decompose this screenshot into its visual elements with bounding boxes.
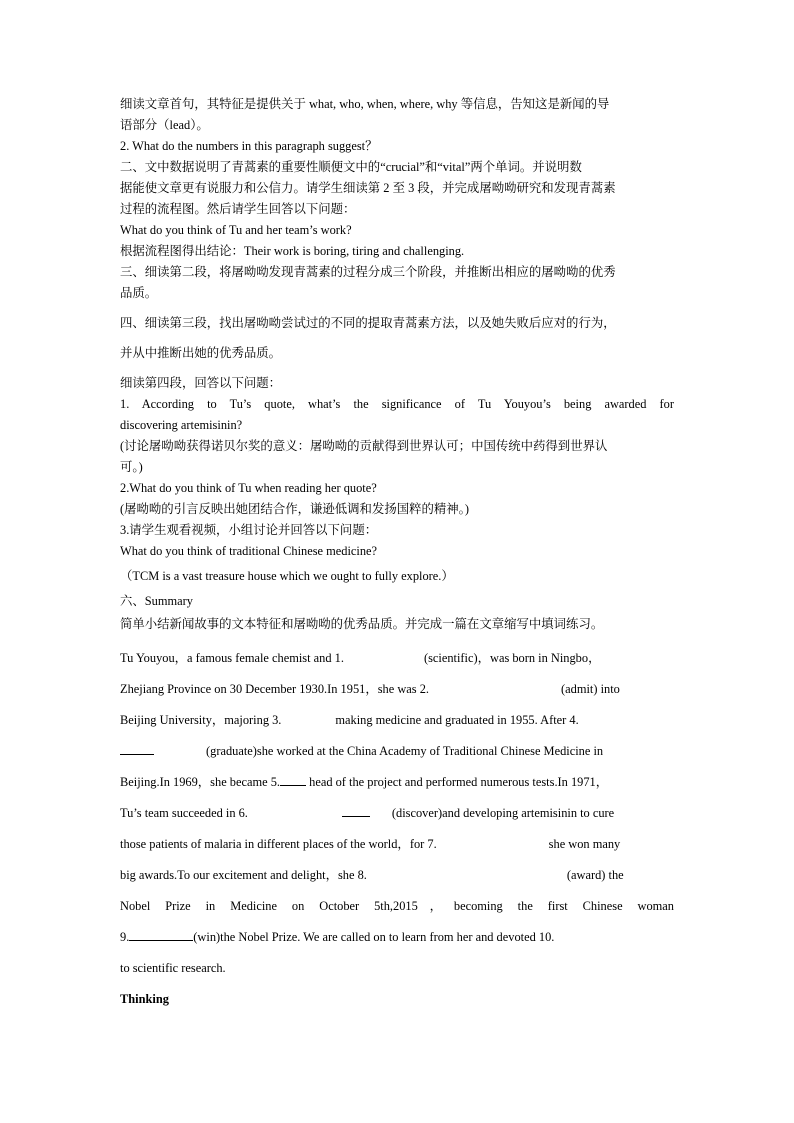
exercise-text: big awards.To our excitement and delight，she 8.: [120, 868, 367, 882]
text-line: 细读第四段，回答以下问题：: [120, 376, 282, 390]
exercise-line: to scientific research.: [120, 961, 226, 975]
fill-in-exercise: [120, 643, 674, 1015]
text-line: （TCM is a vast treasure house which we ought to fully explore.）: [120, 569, 454, 583]
exercise-line: [120, 736, 674, 767]
text-line: 并从中推断出她的优秀品质。: [120, 346, 282, 360]
exercise-line: [120, 798, 674, 829]
exercise-text: making medicine and graduated in 1955. After 4.: [335, 713, 579, 727]
exercise-line: [120, 674, 674, 705]
text-line: (屠呦呦的引言反映出她团结合作，谦逊低调和发扬国粹的精神。): [120, 502, 469, 516]
question-line: 1. According to Tu’s quote, what’s the significance of Tu Youyou’s being awarded for: [120, 397, 674, 411]
exercise-text: she won many: [548, 837, 621, 851]
exercise-line: [120, 860, 674, 891]
question-line: discovering artemisinin?: [120, 418, 243, 432]
exercise-text: head of the project and performed numerous tests.In 1971，: [309, 775, 609, 789]
exercise-text: Zhejiang Province on 30 December 1930.In 1951，she was 2.: [120, 682, 430, 696]
text-line: 根据流程图得出结论：Their work is boring, tiring and challenging.: [120, 244, 465, 258]
exercise-text: (graduate)she worked at the China Academy of Traditional Chinese Medicine in: [206, 744, 604, 758]
text-line: 二、文中数据说明了青蒿素的重要性顺便文中的“crucial”和“vital”两个单词。并说明数: [120, 160, 582, 174]
text-line: 简单小结新闻故事的文本特征和屠呦呦的优秀品质。并完成一篇在文章缩写中填词练习。: [120, 617, 604, 631]
text-line: 细读文章首句，其特征是提供关于 what, who, when, where, why 等信息，告知这是新闻的导: [120, 97, 610, 111]
question-line: What do you think of traditional Chinese medicine?: [120, 544, 378, 558]
exercise-text: Beijing.In 1969，she became 5.: [120, 775, 281, 789]
answer-blank[interactable]: [120, 742, 154, 755]
exercise-line: Nobel Prize in Medicine on October 5th,2015，becoming the first Chinese woman: [120, 899, 674, 913]
exercise-text: Beijing University，majoring 3.: [120, 713, 282, 727]
section-heading: Thinking: [120, 992, 169, 1006]
answer-blank[interactable]: [129, 928, 193, 941]
exercise-text: (scientific)，was born in Ningbo，: [423, 651, 601, 665]
exercise-text: 9.: [120, 930, 130, 944]
text-line: 品质。: [120, 286, 158, 300]
exercise-line: [120, 829, 674, 860]
exercise-text: (award) the: [566, 868, 624, 882]
exercise-text: those patients of malaria in different places of the world，for 7.: [120, 837, 437, 851]
text-line: 据能使文章更有说服力和公信力。请学生细读第 2 至 3 段，并完成屠呦呦研究和发现青蒿素: [120, 181, 616, 195]
exercise-line: [120, 643, 674, 674]
exercise-line: [120, 705, 674, 736]
exercise-text: Tu Youyou，a famous female chemist and 1.: [120, 651, 344, 665]
text-line: 过程的流程图。然后请学生回答以下问题：: [120, 202, 356, 216]
text-line: 三、细读第二段，将屠呦呦发现青蒿素的过程分成三个阶段，并推断出相应的屠呦呦的优秀: [120, 265, 616, 279]
exercise-line: [120, 767, 674, 798]
exercise-text: Tu’s team succeeded in 6.: [120, 806, 248, 820]
answer-blank[interactable]: [342, 804, 370, 817]
question-line: 2.What do you think of Tu when reading her quote?: [120, 481, 377, 495]
exercise-text: (discover)and developing artemisinin to cure: [391, 806, 615, 820]
question-line: 2. What do the numbers in this paragraph suggest？: [120, 139, 378, 153]
text-line: (讨论屠呦呦获得诺贝尔奖的意义：屠呦呦的贡献得到世界认可；中国传统中药得到世界认: [120, 439, 608, 453]
exercise-text: (admit) into: [561, 682, 620, 696]
text-line: 四、细读第三段，找出屠呦呦尝试过的不同的提取青蒿素方法，以及她失败后应对的行为，: [120, 316, 616, 330]
section-heading: 六、Summary: [120, 594, 193, 608]
exercise-text: (win)the Nobel Prize. We are called on to learn from her and devoted 10.: [193, 930, 555, 944]
text-line: 语部分（lead）。: [120, 118, 209, 132]
document-body: [120, 94, 674, 1015]
text-line: 可。): [120, 460, 143, 474]
text-line: 3.请学生观看视频，小组讨论并回答以下问题：: [120, 523, 378, 537]
question-line: What do you think of Tu and her team’s work?: [120, 223, 352, 237]
answer-blank[interactable]: [280, 773, 306, 786]
exercise-line: [120, 922, 674, 953]
